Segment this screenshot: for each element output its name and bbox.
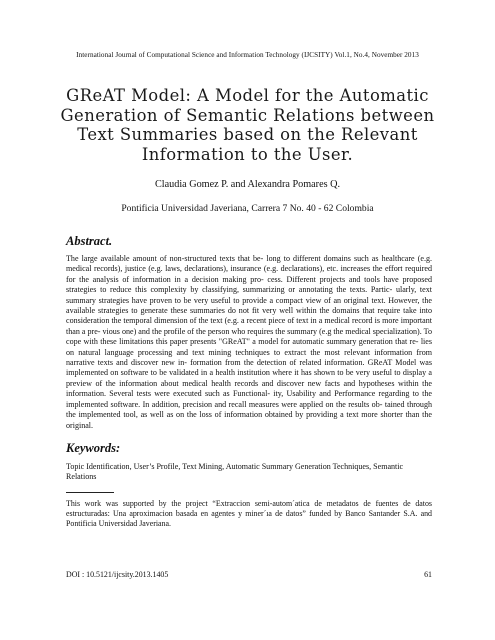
keywords-text: Topic Identification, User’s Profile, Text Mining, Automatic Summary Generation Techniques, Semantic Relations (66, 462, 404, 482)
footnote-rule (66, 492, 114, 493)
author-line: Claudia Gomez P. and Alexandra Pomares Q. (154, 179, 341, 190)
abstract-text: The large available amount of non-structured texts that be- long to different domains such as healthcare (e.g. medical records), justice (e.g. laws, declarations), insurance (e.g. declarations), etc. increases the effort required for the analysis of information in a decision making pro- cess. Different projects and tools have proposed strategies to reduce this complexity by classifying, summarizing or annotating the texts. Partic- ularly, text summary strategies have proven to be very useful to provide a compact view of an original text. However, the available strategies to generate these summaries do not fit very well within the domains that require take into consideration the temporal dimension of the text (e.g. a recent piece of text in a medical record is more important than a pre- vious one) and the profile of the person who requires the summary (e.g the medical specialization). To cope with these limitations this paper presents "GReAT" a model for automatic summary generation that re- lies on natural language processing and text mining techniques to extract the most relevant information from narrative texts and discover new in- formation from the detection of related information. GReAT Model was implemented on software to be validated in a health institution where it has shown to be very useful to display a preview of the information about medical health records and discover new facts and hypotheses within the information. Several tests were executed such as Functional- ity, Usability and Performance regarding to the implemented software. In addition, precision and recall measures were applied on the results ob- tained through the implemented tool, as well as on the loss of information obtained by providing a text more shorter than the original. (66, 254, 432, 430)
page-number: 61 (424, 570, 432, 579)
abstract-heading: Abstract. (66, 234, 113, 248)
doi-text: DOI : 10.5121/ijcsity.2013.1405 (66, 570, 169, 579)
footnote: This work was supported by the project “Extraccion semi-autom´atica de metadatos de fuentes de datos estructuradas: Una aproximacion basada en agentes y miner´ıa de datos” funded by Banco Santander S.A. and Pontificia Universidad Javeriana. (66, 499, 432, 528)
affiliation: Pontificia Universidad Javeriana, Carrera 7 No. 40 - 62 Colombia (121, 203, 374, 214)
running-head: International Journal of Computational Science and Information Technology (IJCSITY) Vol.1, No.4, November 2013 (76, 51, 419, 59)
paper-title: GReAT Model: A Model for the Automatic Generation of Semantic Relations between Text Summaries based on the Relevant Information to the User. (60, 86, 435, 164)
keywords-heading: Keywords: (66, 441, 121, 455)
